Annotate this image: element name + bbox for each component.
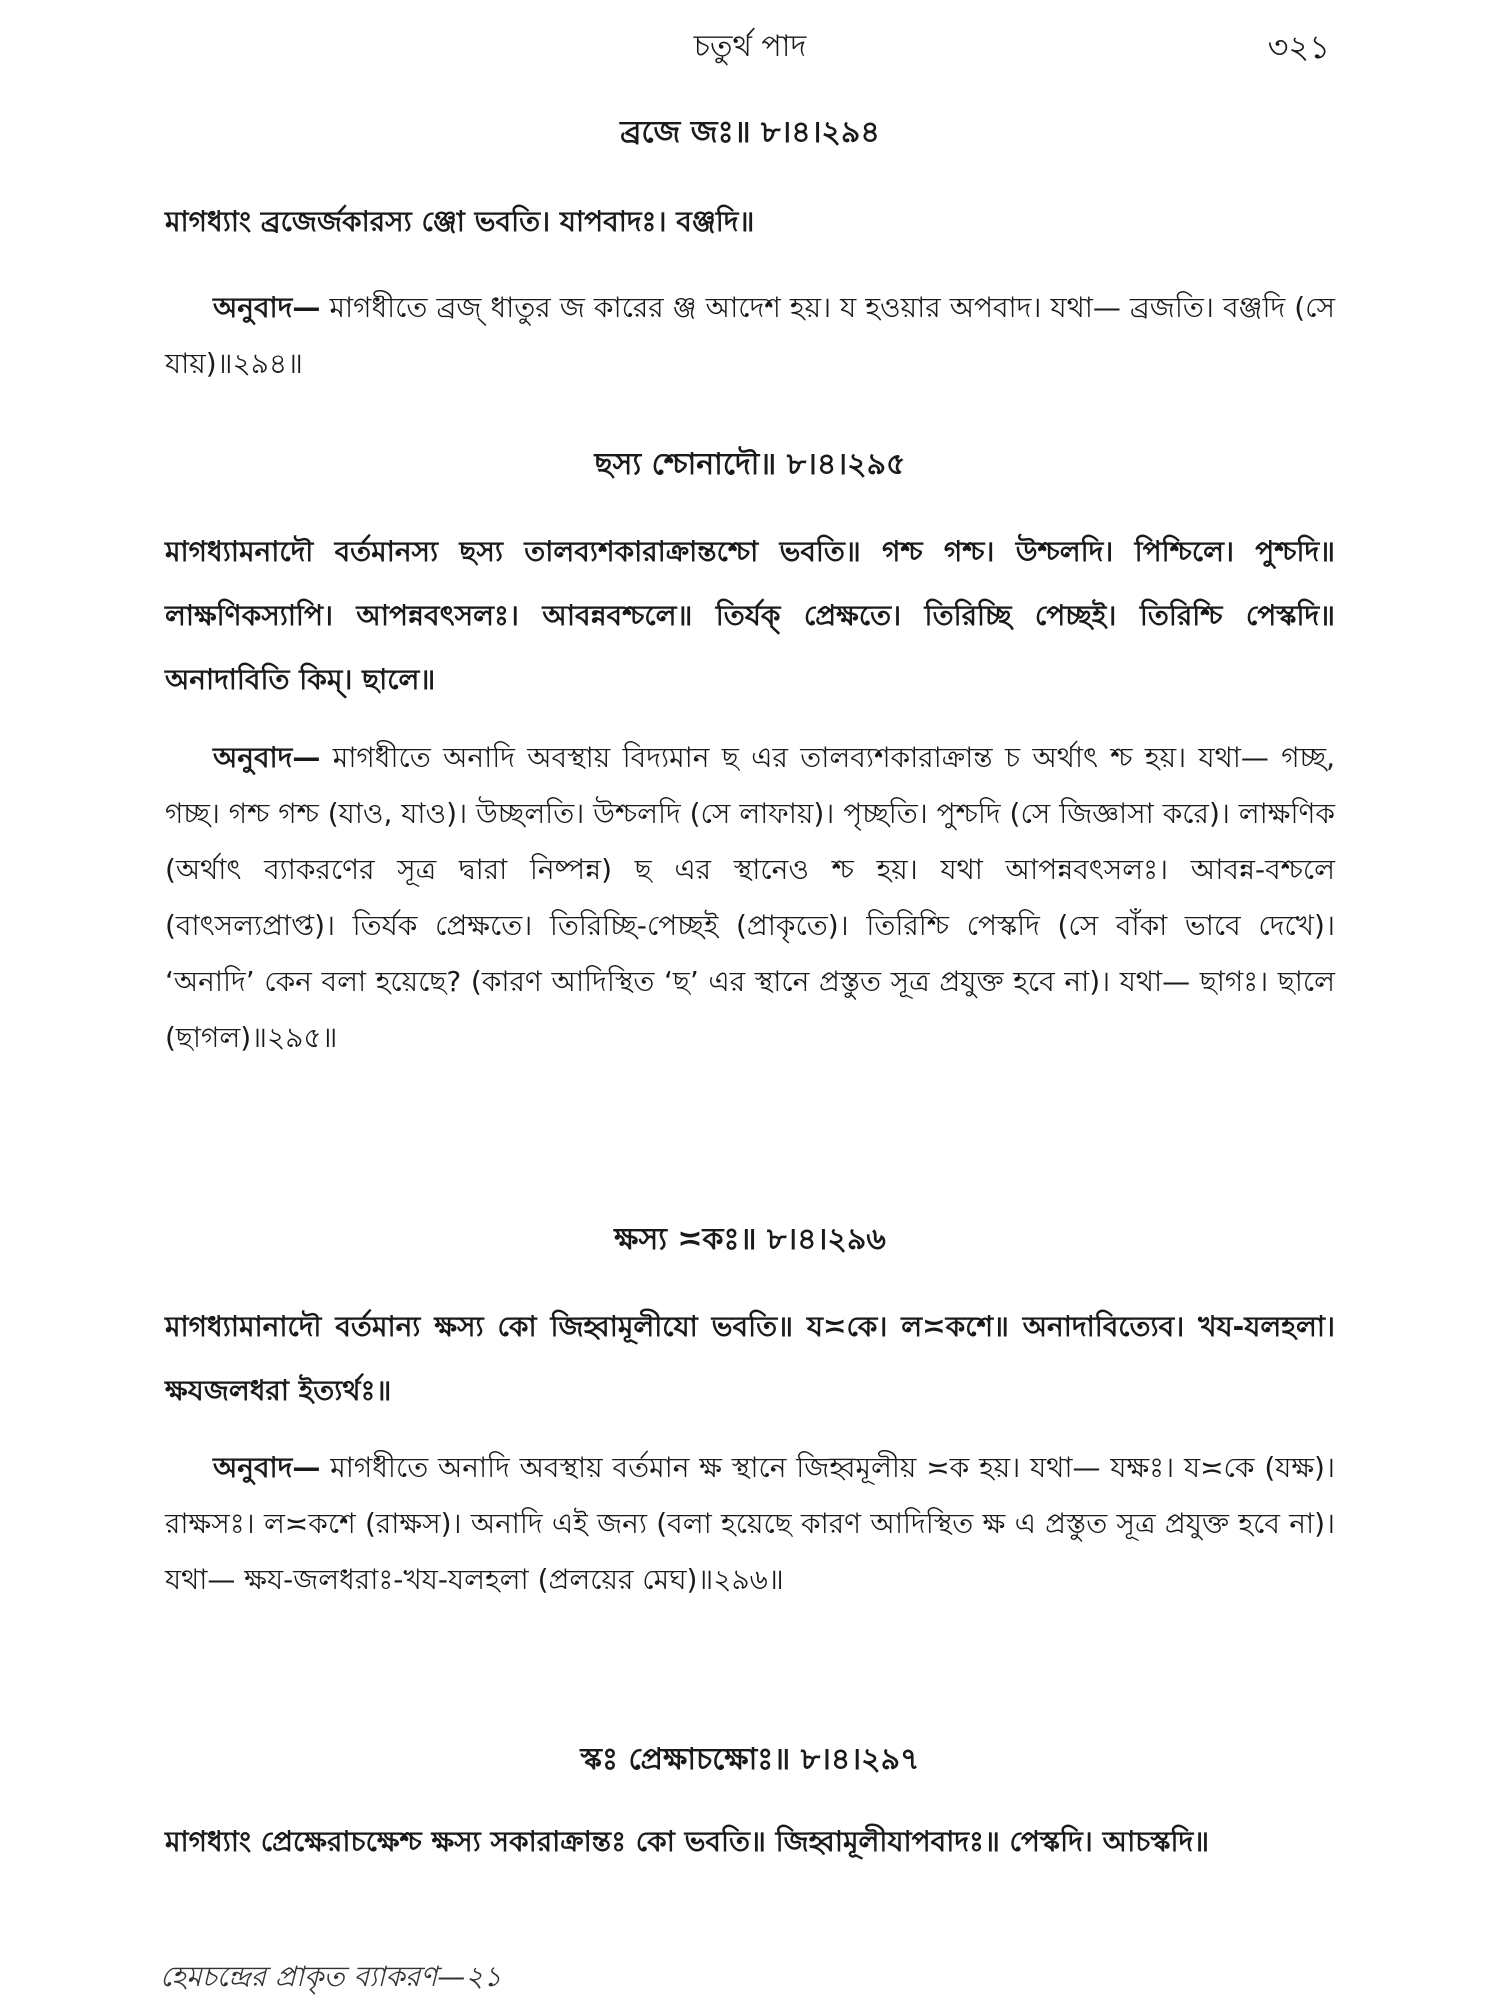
vritti-295: মাগধ্যামনাদৌ বর্তমানস্য ছস্য তালব্যশকারাক্রান্তশ্চো ভবতি॥ গশ্চ গশ্চ। উশ্চলদি। পিশ্চিলে। পুশ্চদি॥ লাক্ষণিকস্যাপি। আপন্নবৎসলঃ। আবন্নবশ্চলে॥ তির্যক্‌ প্রেক্ষতে। তিরিচ্ছি পেচ্ছই। তিরিশ্চি পেস্কদি॥ অনাদাবিতি কিম্‌। ছালে॥: [165, 535, 1335, 696]
sutra-heading-296: ক্ষস্য ≍কঃ॥ ৮।৪।২৯৬: [614, 1222, 886, 1257]
sutra-heading-297: স্কঃ প্রেক্ষাচক্ষোঃ॥ ৮।৪।২৯৭: [580, 1742, 920, 1777]
anuvad-text: মাগধীতে অনাদি অবস্থায় বিদ্যমান ছ এর তালব্যশকারাক্রান্ত চ অর্থাৎ শ্চ হয়। যথা— গচ্ছ, গচ্ছ। গশ্চ গশ্চ (যাও, যাও)। উচ্ছলতি। উশ্চলদি (সে লাফায়)। পৃচ্ছতি। পুশ্চদি (সে জিজ্ঞাসা করে)। লাক্ষণিক (অর্থাৎ ব্যাকরণের সূত্র দ্বারা নিষ্পন্ন) ছ এর স্থানেও শ্চ হয়। যথা আপন্নবৎসলঃ। আবন্ন-বশ্চলে (বাৎসল্যপ্রাপ্ত)। তির্যক প্রেক্ষতে। তিরিচ্ছি-পেচ্ছই (প্রাকৃতে)। তিরিশ্চি পেস্কদি (সে বাঁকা ভাবে দেখে)। ‘অনাদি’ কেন বলা হয়েছে? (কারণ আদিস্থিত ‘ছ’ এর স্থানে প্রস্তুত সূত্র প্রযুক্ত হবে না)। যথা— ছাগঃ। ছালে (ছাগল)॥২৯৫॥: [165, 741, 1335, 1054]
anuvad-label: অনুবাদ—: [213, 1451, 321, 1484]
page-header: [0, 22, 1500, 66]
anuvad-295: [165, 730, 1335, 1066]
anuvad-294: [165, 280, 1335, 392]
page-number: ৩২১: [1267, 28, 1330, 66]
vritti-297: মাগধ্যাং প্রেক্ষেরাচক্ষেশ্চ ক্ষস্য সকারাক্রান্তঃ কো ভবতি॥ জিহ্বামূলীযাপবাদঃ॥ পেস্কদি। আচস্কদি॥: [165, 1825, 1210, 1858]
vritti-294: মাগধ্যাং ব্রজের্জকারস্য ঞ্জো ভবতি। যাপবাদঃ। বঞ্জদি॥: [165, 205, 755, 238]
anuvad-label: অনুবাদ—: [213, 291, 321, 324]
running-title: চতুর্থ পাদ: [693, 29, 807, 64]
vritti-296: মাগধ্যামানাদৌ বর্তমান্য ক্ষস্য কো জিহ্বামূলীযো ভবতি॥ য≍কে। ল≍কশে॥ অনাদাবিত্যেব। খয-যলহলা। ক্ষযজলধরা ইত্যর্থঃ॥: [165, 1310, 1335, 1407]
sutra-heading-295: ছস্য শ্চোনাদৌ॥ ৮।৪।২৯৫: [594, 447, 906, 482]
page-footer: হেমচন্দ্রের প্রাকৃত ব্যাকরণ—২১: [160, 1960, 502, 1993]
anuvad-296: [165, 1440, 1335, 1608]
anuvad-label: অনুবাদ—: [213, 741, 321, 774]
anuvad-text: মাগধীতে অনাদি অবস্থায় বর্তমান ক্ষ স্থানে জিহ্বমূলীয় ≍ক হয়। যথা— যক্ষঃ। য≍কে (যক্ষ)। রাক্ষসঃ। ল≍কশে (রাক্ষস)। অনাদি এই জন্য (বলা হয়েছে কারণ আদিস্থিত ক্ষ এ প্রস্তুত সূত্র প্রযুক্ত হবে না)। যথা— ক্ষয-জলধরাঃ-খয-যলহলা (প্রলয়ের মেঘ)॥২৯৬॥: [165, 1451, 1335, 1596]
sutra-heading-294: ব্রজে জঃ॥ ৮।৪।২৯৪: [620, 115, 880, 150]
anuvad-text: মাগধীতে ব্রজ্‌ ধাতুর জ কারের ঞ্জ আদেশ হয়। য হওয়ার অপবাদ। যথা— ব্রজতি। বঞ্জদি (সে যায়)॥২৯৪॥: [165, 291, 1335, 380]
